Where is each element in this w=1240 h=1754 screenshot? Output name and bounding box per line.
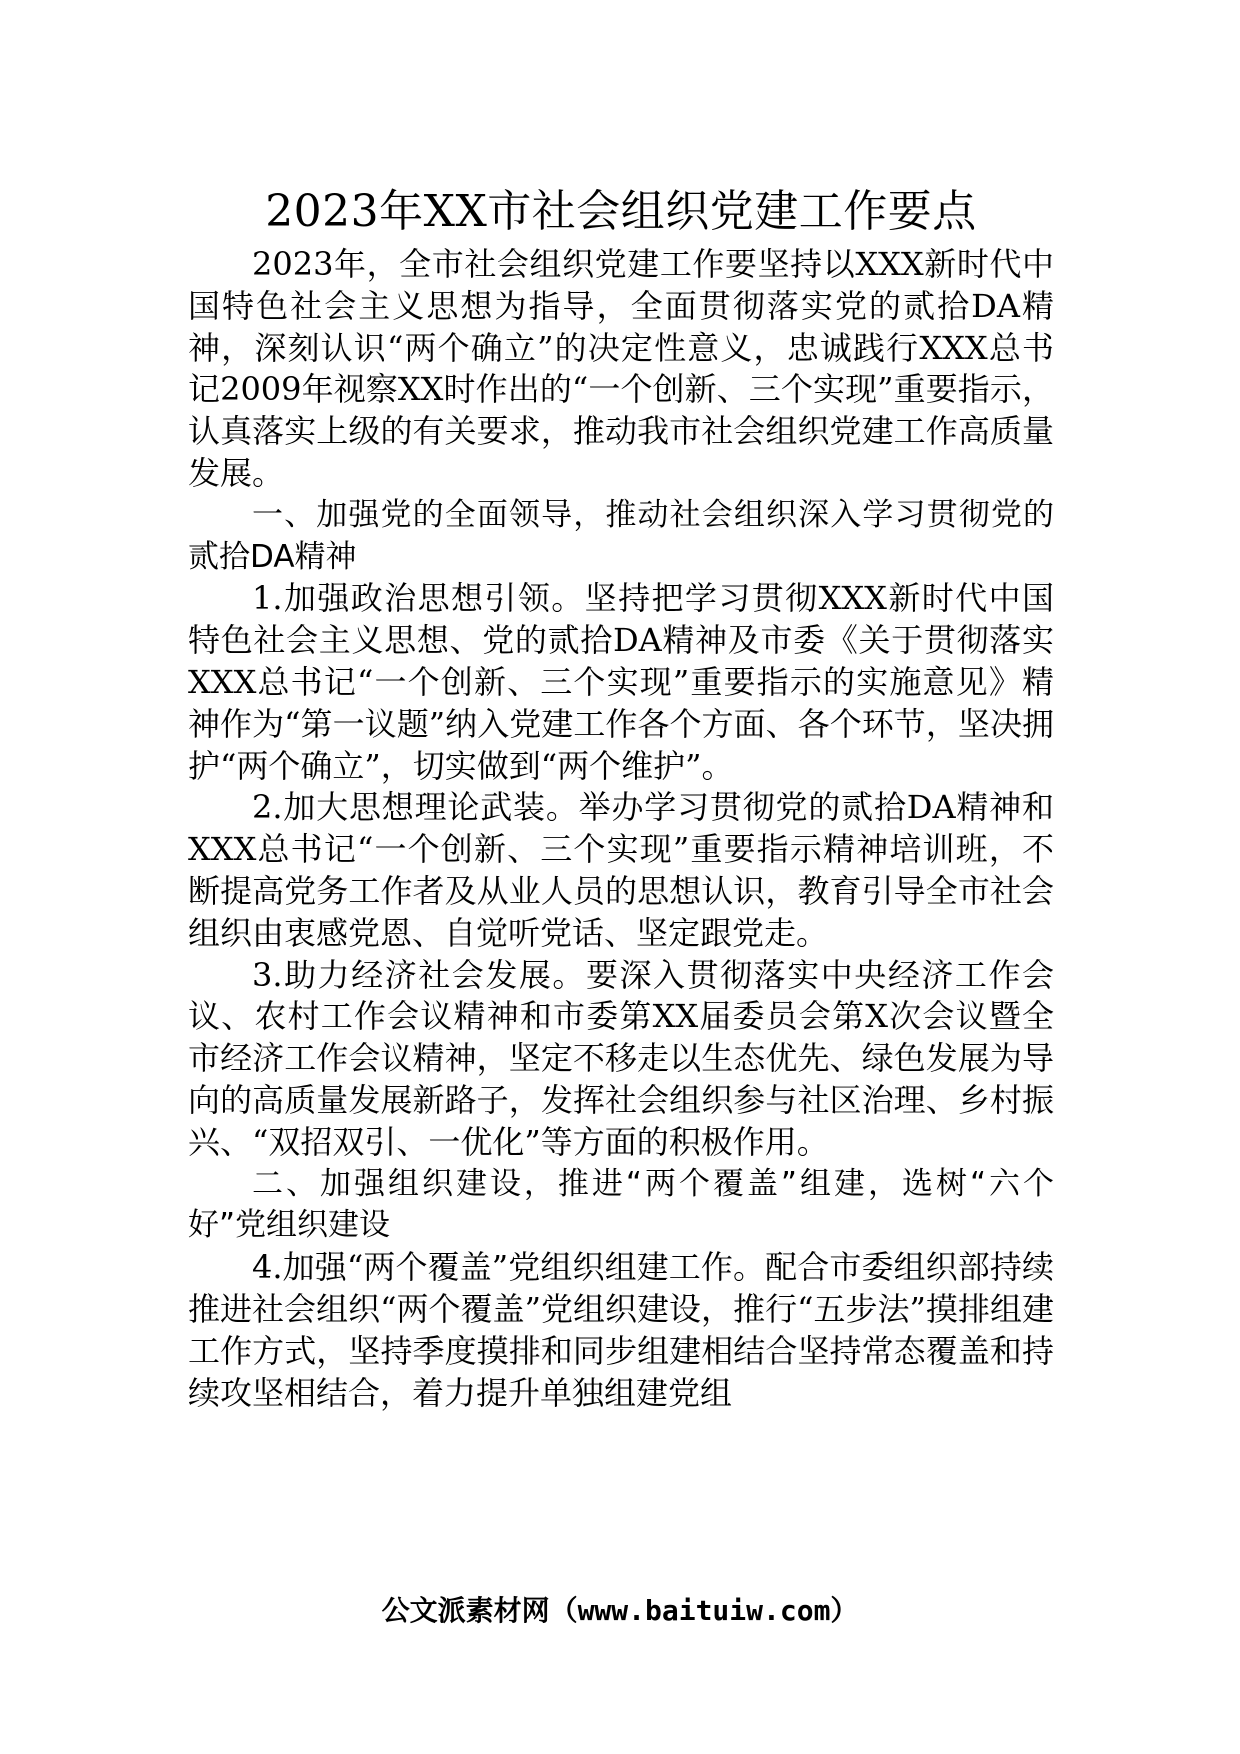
item-paragraph-4: 4.加强“两个覆盖”党组织组建工作。配合市委组织部持续推进社会组织“两个覆盖”党组织建设，推行“五步法”摸排组建工作方式，坚持季度摸排和同步组建相结合坚持常态覆盖和持续攻坚相结合，着力提升单独组建党组 [188,1248,1054,1412]
item-paragraph-3: 3.助力经济社会发展。要深入贯彻落实中央经济工作会议、农村工作会议精神和市委第XX届委员会第X次会议暨全市经济工作会议精神，坚定不移走以生态优先、绿色发展为导向的高质量发展新路子，发挥社会组织参与社区治理、乡村振兴、“双招双引、一优化”等方面的积极作用。 [188,955,1054,1161]
item-paragraph-1: 1.加强政治思想引领。坚持把学习贯彻XXX新时代中国特色社会主义思想、党的贰拾DA精神及市委《关于贯彻落实XXX总书记“一个创新、三个实现”重要指示的实施意见》精神作为“第一议题”纳入党建工作各个方面、各个环节，坚决拥护“两个确立”，切实做到“两个维护”。 [188,579,1054,785]
footer-watermark-text: 公文派素材网（www.baituiw.com） [381,1594,859,1627]
item-paragraph-2: 2.加大思想理论武装。举办学习贯彻党的贰拾DA精神和XXX总书记“一个创新、三个实现”重要指示精神培训班，不断提高党务工作者及从业人员的思想认识，教育引导全市社会组织由衷感党恩、自觉听党话、坚定跟党走。 [188,788,1054,952]
intro-paragraph: 2023年，全市社会组织党建工作要坚持以XXX新时代中国特色社会主义思想为指导，全面贯彻落实党的贰拾DA精神，深刻认识“两个确立”的决定性意义，忠诚践行XXX总书记2009年视察XX时作出的“一个创新、三个实现”重要指示，认真落实上级的有关要求，推动我市社会组织党建工作高质量发展。 [188,245,1054,492]
section-heading-2: 二、加强组织建设，推进“两个覆盖”组建，选树“六个好”党组织建设 [188,1165,1054,1244]
document-title: 2023年XX市社会组织党建工作要点 [265,186,977,237]
document-body [188,182,1054,1414]
section-heading-1: 一、加强党的全面领导，推动社会组织深入学习贯彻党的贰拾DA精神 [188,496,1054,575]
